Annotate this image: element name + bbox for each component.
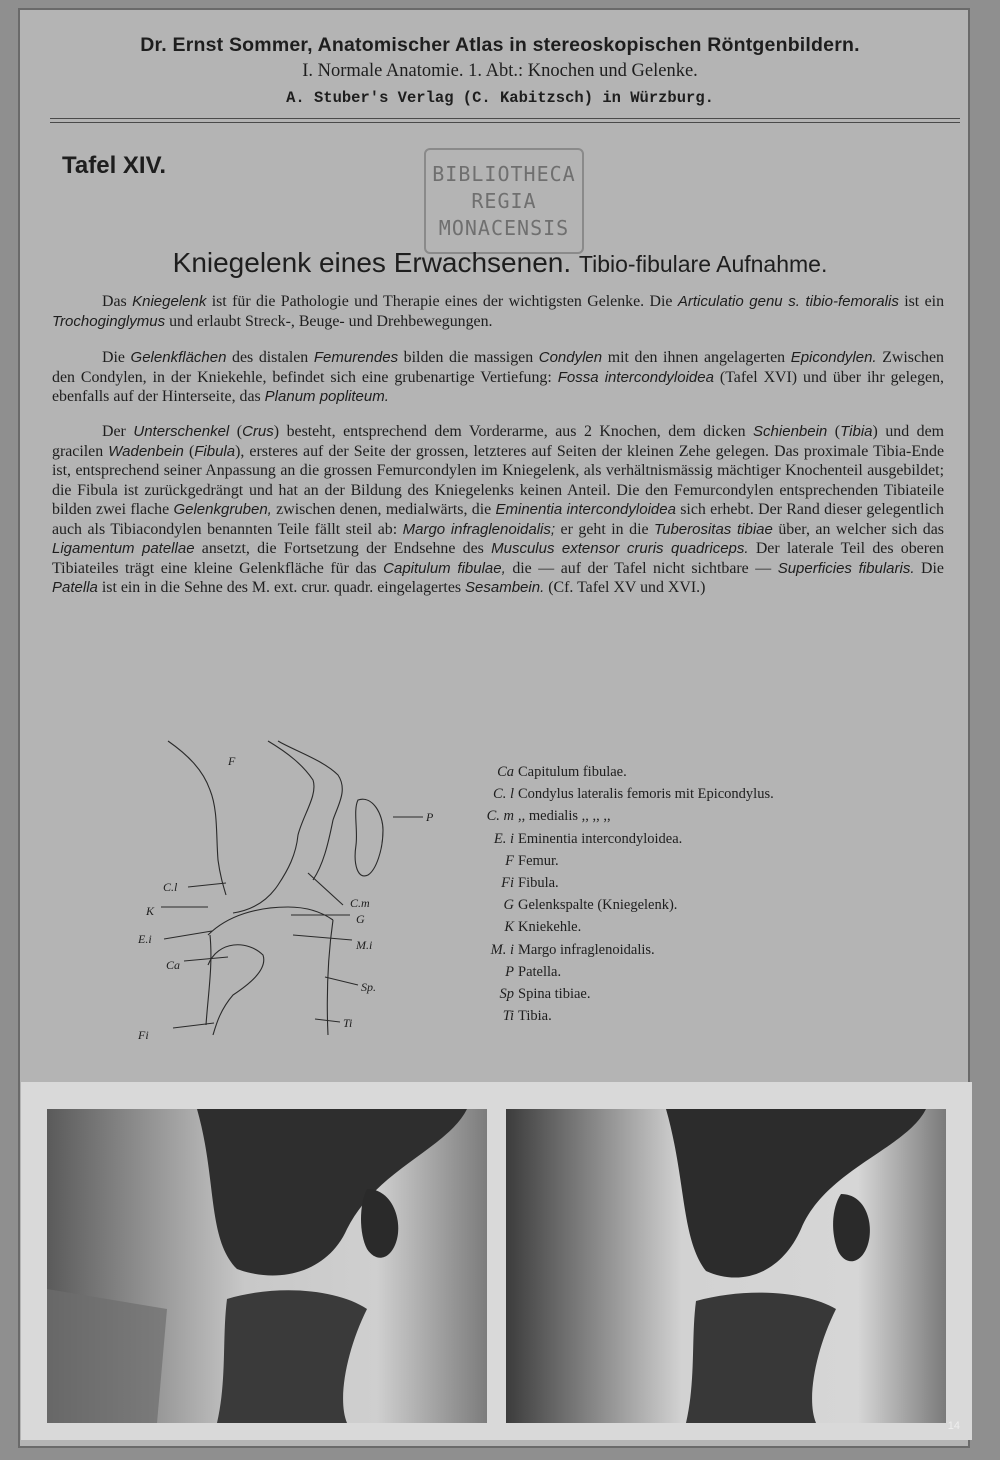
italic-term: Epicondylen.: [790, 349, 877, 366]
italic-term: Gelenkgruben,: [173, 501, 272, 518]
legend-description: Gelenkspalte (Kniegelenk).: [518, 897, 678, 914]
library-stamp: [424, 148, 584, 254]
stamp-line-2: REGIA: [471, 189, 537, 213]
text-run: (Cf. Tafel XV und XVI.): [544, 579, 706, 596]
diagram-label-ti: Ti: [343, 1016, 353, 1030]
header-rule-top: [50, 118, 960, 119]
text-run: mit den ihnen angelagerten: [602, 349, 791, 366]
legend-abbr: C. l: [493, 786, 514, 803]
italic-term: Superficies fibularis.: [777, 559, 915, 577]
leader-cm: [308, 873, 343, 905]
text-run: ) und dem gracilen: [52, 423, 945, 460]
legend-description: Kniekehle.: [518, 919, 582, 936]
legend-abbr: Ca: [497, 764, 514, 780]
text-run: ist ein in die Sehne des M. ext. crur. quadr. eingelagertes: [97, 579, 466, 596]
text-run: Die: [102, 349, 131, 366]
text-run: ansetzt, die Fortsetzung der Endsehne des: [194, 540, 492, 557]
stereo-photo-mount: [21, 1082, 972, 1440]
paragraph-2: [52, 348, 944, 407]
legend-abbr: M. i: [490, 941, 514, 958]
italic-term: Wadenbein: [108, 442, 184, 460]
leader-mi: [293, 935, 352, 940]
leader-fi: [173, 1023, 214, 1028]
diagram-label-sp: Sp.: [361, 980, 376, 994]
text-run: sich erhebt. Der Rand dieser gelegentlich auch als Tibiacondylen benannten Teile fällt steil ab:: [52, 501, 944, 538]
paragraph-1: [52, 292, 944, 331]
italic-term: Gelenkflächen: [130, 349, 227, 366]
stamp-line-3: MONACENSIS: [438, 216, 570, 240]
header-subtitle: I. Normale Anatomie. 1. Abt.: Knochen und Gelenke.: [302, 61, 698, 81]
italic-term: Fossa intercondyloidea: [557, 368, 714, 386]
paragraph-3: [52, 422, 944, 598]
italic-term: Femurendes: [313, 349, 399, 366]
legend-description: Patella.: [518, 963, 562, 980]
text-run: (: [183, 442, 195, 460]
text-run: (: [229, 423, 243, 440]
legend-description: Capitulum fibulae.: [518, 764, 627, 780]
legend-abbr: K: [504, 919, 514, 936]
legend-description: Margo infraglenoidalis.: [518, 941, 655, 958]
diagram-label-g: G: [356, 912, 365, 926]
diagram-label-ei: E.i: [138, 932, 152, 946]
text-run: und erlaubt Streck-, Beuge- und Drehbewegungen.: [165, 312, 493, 330]
italic-term: Articulatio genu s. tibio-femoralis: [677, 293, 899, 310]
italic-term: Musculus extensor cruris quadriceps.: [491, 540, 749, 557]
legend-description: Fibula.: [518, 875, 559, 891]
patella-outline: [355, 799, 383, 876]
leader-sp: [325, 977, 358, 985]
italic-term: Planum popliteum.: [264, 388, 389, 405]
italic-term: Eminentia intercondyloidea: [495, 501, 676, 518]
text-run: Zwischen den Condylen, in der Kniekehle, befindet sich eine grubenartige Vertiefung:: [52, 349, 944, 386]
legend-abbr: Fi: [501, 875, 514, 891]
diagram-label-fi: Fi: [138, 1028, 149, 1042]
diagram-label-ca: Ca: [166, 958, 181, 972]
text-run: ist ein: [898, 293, 945, 310]
text-run: des distalen: [226, 349, 314, 366]
header-rule-bottom: [50, 122, 960, 123]
italic-term: Sesambein.: [465, 579, 545, 596]
tibia-plateau-line: [208, 907, 333, 935]
legend-description: Spina tibiae.: [518, 986, 591, 1002]
femur-posterior-outline: [233, 741, 314, 913]
legend-description: Tibia.: [518, 1008, 552, 1025]
legend-description: Condylus lateralis femoris mit Epicondylus.: [518, 786, 774, 803]
italic-term: Trochoginglymus: [52, 312, 166, 330]
legend-abbr: Ti: [502, 1008, 514, 1025]
text-run: (: [827, 423, 841, 440]
legend-description: Eminentia intercondyloidea.: [518, 830, 683, 847]
text-run: Das: [102, 293, 133, 310]
italic-term: Unterschenkel: [133, 423, 230, 440]
diagram-label-p: P: [426, 810, 434, 824]
xray-left-soft-tissue: [47, 1289, 167, 1423]
text-run: Die: [914, 559, 944, 577]
italic-term: Crus: [242, 423, 274, 440]
leader-ca: [184, 957, 228, 961]
title-main: Kniegelenk eines Erwachsenen.: [172, 247, 572, 278]
text-run: bilden die massigen: [398, 349, 539, 366]
text-run: die — auf der Tafel nicht sichtbare —: [505, 559, 778, 577]
legend-abbr: E. i: [493, 830, 514, 847]
italic-term: Tuberositas tibiae: [654, 520, 773, 538]
text-run: ), ersteres auf der Seite der grossen, letzteres auf Seiten der kleinen Zehe gelegen. Das proximale Tibia-Ende ist, entsprechend seiner Anpassung an die grossen Femurcondylen im Kniegelenk, als verhältnismässig mächtiger Knochenteil ausgebildet; die Fibula ist zurückgedrängt und hat an der Bildung des Kniegelenks keinen Anteil. Die den Femurcondylen entsprechenden Tibiateile bilden zwei flache: [52, 442, 944, 518]
legend-abbr: P: [505, 963, 514, 980]
legend-description: Femur.: [518, 852, 559, 869]
diagram-label-k: K: [146, 904, 155, 918]
xray-left: [47, 1109, 487, 1423]
plate-title: [0, 247, 1000, 279]
text-run: zwischen denen, medialwärts, die: [271, 501, 496, 518]
plate-number: Tafel XIV.: [62, 152, 167, 179]
stamp-line-1: BIBLIOTHECA: [432, 162, 576, 186]
text-run: Der: [102, 423, 134, 440]
diagram-label-f: F: [228, 754, 236, 768]
diagram-label-cm: C.m: [350, 896, 370, 910]
italic-term: Schienbein: [753, 423, 828, 440]
xray-right: [506, 1109, 946, 1423]
diagram-label-cl: C.l: [163, 880, 178, 894]
header-publisher: A. Stuber's Verlag (C. Kabitzsch) in Würzburg.: [286, 89, 714, 107]
header-title: Dr. Ernst Sommer, Anatomischer Atlas in stereoskopischen Röntgenbildern.: [140, 34, 860, 56]
diagram-label-mi: M.i: [356, 938, 373, 952]
italic-term: Kniegelenk: [132, 293, 207, 310]
legend-abbr: Sp: [499, 986, 514, 1002]
femur-outline: [168, 741, 226, 895]
italic-term: Condylen: [538, 349, 603, 366]
italic-term: Capitulum fibulae,: [383, 559, 506, 577]
photo-number: 14: [947, 1420, 960, 1432]
leader-ei: [164, 931, 212, 939]
italic-term: Margo infraglenoidalis;: [402, 520, 556, 538]
femur-condyle-outline: [278, 741, 342, 880]
leader-cl: [188, 883, 226, 887]
italic-term: Fibula: [194, 442, 236, 460]
legend-abbr: G: [503, 897, 514, 914]
legend-abbr: F: [505, 852, 514, 869]
text-run: Der laterale Teil des oberen Tibiateiles trägt eine kleine Gelenkfläche für das: [52, 540, 945, 577]
title-sub: Tibio-fibulare Aufnahme.: [578, 251, 828, 277]
italic-term: Tibia: [840, 423, 873, 440]
text-run: (Tafel XVI) und über ihr gelegen, ebenfalls auf der Hinterseite, das: [52, 368, 944, 405]
legend-description: ,, medialis ,, ,, ,,: [518, 808, 611, 825]
legend-abbr: C. m: [486, 808, 514, 825]
text-run: ) besteht, entsprechend dem Vorderarme, aus 2 Knochen, dem dicken: [273, 423, 754, 440]
text-run: er geht in die: [555, 520, 655, 538]
italic-term: Patella: [52, 579, 98, 596]
knee-schematic-diagram: [128, 735, 448, 1055]
text-run: ist für die Pathologie und Therapie eines der wichtigsten Gelenke. Die: [206, 293, 678, 310]
text-run: über, an welcher sich das: [772, 520, 944, 538]
italic-term: Ligamentum patellae: [52, 540, 195, 557]
